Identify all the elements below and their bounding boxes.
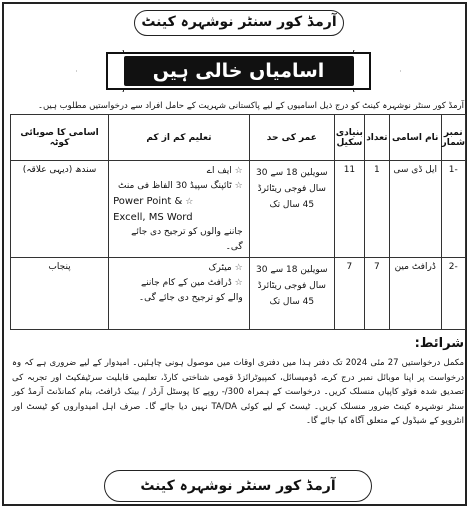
header-name: نام اسامی <box>389 115 441 161</box>
qualification-list <box>109 258 249 308</box>
header-count: تعداد <box>364 115 389 161</box>
header-no: نمبر شمار <box>441 115 465 161</box>
star-bullet-icon: ☆ <box>231 166 243 176</box>
row-name: ڈرافٹ مین <box>389 258 441 330</box>
row-age: سویلین 18 سے 30 سال فوجی ریٹائرڈ 45 سال تک <box>249 258 334 330</box>
banner-box <box>106 52 371 90</box>
table-row <box>11 161 466 258</box>
row-age: سویلین 18 سے 30 سال فوجی ریٹائرڈ 45 سال تک <box>249 161 334 258</box>
vacancy-table <box>10 114 466 330</box>
header-scale: بنیادی سکیل <box>334 115 364 161</box>
list-item: Excell, MS Word <box>113 212 193 223</box>
footer-organization: آرمڈ کور سنٹر نوشہرہ کینٹ <box>104 470 372 502</box>
row-no: -1 <box>441 161 465 258</box>
table-header-row <box>11 115 466 161</box>
list-item: ☆ ایف اے <box>206 166 243 176</box>
star-bullet-icon: ☆ <box>231 181 243 191</box>
list-item: ☆ ڈرافٹ مین کے کام جاننے <box>140 278 243 288</box>
row-no: -2 <box>441 258 465 330</box>
star-bullet-icon: ☆ <box>231 278 243 288</box>
row-district: سندھ (دیہی علاقہ) <box>11 161 109 258</box>
vacancy-banner <box>76 50 401 92</box>
row-district: پنجاب <box>11 258 109 330</box>
row-count: 1 <box>364 161 389 258</box>
row-name: ایل ڈی سی <box>389 161 441 258</box>
header-qualification: تعلیم کم از کم <box>109 115 250 161</box>
list-item: ☆ ٹائپنگ سپیڈ 30 الفاظ فی منٹ <box>117 181 243 191</box>
table-row <box>11 258 466 330</box>
star-bullet-icon: ☆ <box>182 197 194 207</box>
row-qualification <box>109 161 250 258</box>
list-item: جاننے والوں کو ترجیح دی جائے گی۔ <box>131 227 243 252</box>
row-count: 7 <box>364 258 389 330</box>
organization-title: آرمڈ کور سنٹر نوشہرہ کینٹ <box>134 10 344 36</box>
list-item: Power Point & ☆ <box>113 196 194 207</box>
banner-text: اسامیاں خالی ہیں <box>124 56 354 86</box>
row-qualification <box>109 258 250 330</box>
advertisement-page <box>2 2 467 506</box>
intro-text: آرمڈ کور سنٹر نوشہرہ کینٹ کو درج ذیل اسامیوں کے لیے پاکستانی شہریت کے حامل افراد سے درخواستیں مطلوب ہیں۔ <box>37 101 464 111</box>
row-scale: 7 <box>334 258 364 330</box>
conditions-title: شرائط: <box>414 336 464 351</box>
star-bullet-icon: ☆ <box>231 263 243 273</box>
header-age: عمر کی حد <box>249 115 334 161</box>
row-scale: 11 <box>334 161 364 258</box>
qualification-list <box>109 161 249 257</box>
list-item: والے کو ترجیح دی جائے گی۔ <box>138 293 243 303</box>
header-district: اسامی کا صوبائی کوٹہ <box>11 115 109 161</box>
conditions-text: مکمل درخواستیں 27 مئی 2024 تک دفتر ہذا میں دفتری اوقات میں موصول ہونی چاہئیں۔ امیدوار کے لیے ضروری ہے کہ وہ درخواست پر اپنا موبائل نمبر درج کرے، ڈومیسائل، کمپیوٹرائزڈ قومی شناختی کارڈ، تعلیمی قابلیت سرٹیفکیٹ اور تجربہ کی تصدیق شدہ فوٹو کاپیاں منسلک کریں۔ درخواست کے ہمراہ 300/- روپے کا پوسٹل آرڈر / بینک ڈرافٹ، بنام کمانڈنٹ آرمڈ کور سنٹر نوشہرہ کینٹ ضرور منسلک کریں۔ ٹیسٹ کے لیے کوئی TA/DA نہیں دیا جائے گا۔ صرف اہل امیدواروں کو ٹیسٹ اور انٹرویو کے شیڈول کے متعلق آگاہ کیا جائے گا۔ <box>12 358 465 426</box>
list-item: ☆ میٹرک <box>208 263 243 273</box>
